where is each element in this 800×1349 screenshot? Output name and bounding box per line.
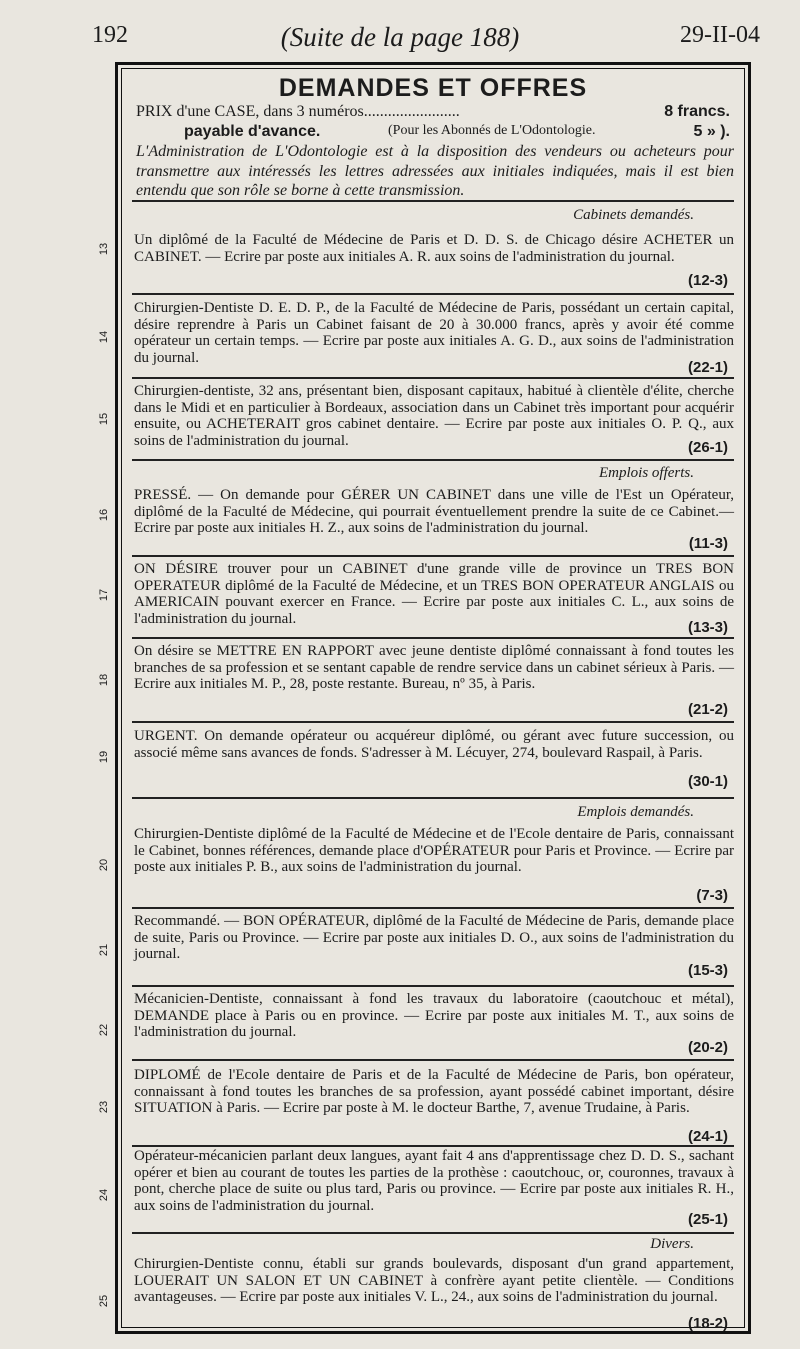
- payable-note: payable d'avance.: [184, 123, 321, 140]
- ad-number: 13: [98, 242, 110, 256]
- ad-number: 25: [98, 1294, 110, 1308]
- page-number: 192: [92, 22, 128, 48]
- page-header: [0, 22, 800, 56]
- ad-19: [134, 728, 734, 761]
- ad-ref: (11-3): [688, 535, 728, 552]
- divider: [132, 1232, 734, 1234]
- ad-text: On désire se METTRE EN RAPPORT avec jeune dentiste diplômé connaissant à fond toutes les branches de sa profession et se sentant capable de rendre service dans un cabinet sérieux à Paris. — Ecrire aux initiales M. P., 28, poste restante. Bureau, nº 35, à Paris.: [134, 643, 734, 693]
- section-title: DEMANDES ET OFFRES: [278, 74, 588, 102]
- heading-emplois-offerts: Emplois offerts.: [598, 465, 694, 481]
- ad-number: 17: [98, 588, 110, 602]
- ad-number: 20: [98, 858, 110, 872]
- divider: [132, 555, 734, 557]
- ad-text: Chirurgien-Dentiste connu, établi sur grands boulevards, disposant d'un grand appartement, LOUERAIT UN SALON ET UN CABINET à confrère ayant petite clientèle. — Conditions avantageuses. — Ecrire par poste aux initiales V. L., 24., aux soins de l'administration du journal.: [134, 1256, 734, 1306]
- ad-text: Mécanicien-Dentiste, connaissant à fond les travaux du laboratoire (caoutchouc et métal), DEMANDE place à Paris ou en province. — Ecrire par poste aux initiales M. T., aux soins de l'administration du journal.: [134, 991, 734, 1041]
- divider: [132, 721, 734, 723]
- ad-ref: (18-2): [687, 1315, 728, 1332]
- ad-text: Chirurgien-Dentiste diplômé de la Faculté de Médecine et de l'Ecole dentaire de Paris, connaissant le Cabinet, bonnes références, demande place d'OPÉRATEUR pour Paris et Province. — Ecrire par poste aux initiales P. B., aux soins de l'administration du journal.: [134, 826, 734, 876]
- ad-number: 19: [98, 750, 110, 764]
- ad-24: [134, 1148, 734, 1214]
- subscriber-price: 5 » ).: [693, 123, 730, 140]
- divider: [132, 1059, 734, 1061]
- ad-ref: (26-1): [687, 439, 728, 456]
- ad-text: Chirurgien-Dentiste D. E. D. P., de la Faculté de Médecine de Paris, possédant un certain capital, désire reprendre à Paris un Cabinet faisant de 20 à 30.000 francs, après y avoir été comme opérateur un certain temps. — Ecrire par poste aux initiales A. G. D., aux soins de l'administration du journal.: [134, 300, 734, 366]
- classifieds-inner: [98, 68, 745, 1332]
- ad-13: [134, 232, 734, 265]
- ad-text: Un diplômé de la Faculté de Médecine de Paris et D. D. S. de Chicago désire ACHETER un CABINET. — Ecrire par poste aux initiales A. R. aux soins de l'administration du journal.: [134, 232, 734, 265]
- ad-number: 22: [98, 1023, 110, 1037]
- ad-ref: (13-3): [687, 619, 728, 636]
- ad-text: Chirurgien-dentiste, 32 ans, présentant bien, disposant capitaux, habitué à clientèle d'élite, cherche dans le Midi et en particulier à Bordeaux, association dans un Cabinet très important pour acquérir ensuite, ou ACHETERAIT gros cabinet dentaire. — Ecrire par poste aux initiales O. P. Q., aux soins de l'administration du journal.: [134, 383, 734, 449]
- ad-22: [134, 991, 734, 1041]
- ad-number: 16: [98, 508, 110, 522]
- price-value: 8 francs.: [664, 103, 730, 120]
- ad-ref: (24-1): [687, 1128, 728, 1145]
- ad-15: [134, 383, 734, 449]
- price-label: PRIX d'une CASE, dans 3 numéros........................: [136, 103, 460, 120]
- divider: [132, 293, 734, 295]
- subscriber-note: (Pour les Abonnés de L'Odontologie.: [388, 123, 596, 138]
- divider: [132, 797, 734, 799]
- divider: [132, 907, 734, 909]
- issue-date: 29-II-04: [680, 22, 760, 48]
- ad-14: [134, 300, 734, 366]
- heading-divers: Divers.: [650, 1236, 694, 1252]
- ad-text: URGENT. On demande opérateur ou acquéreur diplômé, ou gérant avec future succession, ou associé même sans avances de fonds. S'adresser à M. Lécuyer, 274, boulevard Raspail, à Paris.: [134, 728, 734, 761]
- ad-20: [134, 826, 734, 876]
- ad-ref: (15-3): [687, 962, 728, 979]
- ad-18: [134, 643, 734, 693]
- ad-text: ON DÉSIRE trouver pour un CABINET d'une grande ville de province un TRES BON OPERATEUR diplômé de la Faculté de Médecine, et un TRES BON OPERATEUR ANGLAIS ou AMERICAIN pouvant exercer en France. — Ecrire par poste aux initiales C. L., aux soins de l'administration du journal.: [134, 561, 734, 627]
- ad-ref: (7-3): [696, 887, 728, 904]
- ad-text: DIPLOMÉ de l'Ecole dentaire de Paris et de la Faculté de Médecine de Paris, bon opérateur, connaissant à fond toutes les branches de sa profession, ayant possédé cabinet important, désire SITUATION à Paris. — Ecrire par poste à M. le docteur Barthe, 7, avenue Trudaine, à Paris.: [134, 1067, 734, 1117]
- ad-text: Recommandé. — BON OPÉRATEUR, diplômé de la Faculté de Médecine de Paris, demande place de suite, Paris ou Province. — Ecrire par poste aux initiales D. O., aux soins de l'administration du journal.: [134, 913, 734, 963]
- classifieds-frame: [98, 62, 751, 1334]
- divider: [132, 459, 734, 461]
- ad-number: 24: [98, 1188, 110, 1202]
- ad-text: PRESSÉ. — On demande pour GÉRER UN CABINET dans une ville de l'Est un Opérateur, diplômé de la Faculté de Médecine, qui pourrait éventuellement prendre la suite de ce Cabinet.— Ecrire par poste aux initiales H. Z., aux soins de l'administration du journal.: [134, 487, 734, 537]
- ad-number: 23: [98, 1100, 110, 1114]
- divider: [132, 377, 734, 379]
- ad-23: [134, 1067, 734, 1117]
- continuation-note: (Suite de la page 188): [280, 22, 520, 52]
- ad-ref: (22-1): [687, 359, 728, 376]
- divider: [132, 200, 734, 202]
- heading-cabinets: Cabinets demandés.: [573, 207, 694, 223]
- heading-emplois-demandes: Emplois demandés.: [577, 804, 694, 820]
- ad-16: [134, 487, 734, 537]
- ad-number: 21: [98, 943, 110, 957]
- ad-number: 18: [98, 673, 110, 687]
- ad-17: [134, 561, 734, 627]
- ad-ref: (25-1): [687, 1211, 728, 1228]
- ad-ref: (20-2): [687, 1039, 728, 1056]
- divider: [132, 985, 734, 987]
- ad-21: [134, 913, 734, 963]
- ad-ref: (30-1): [687, 773, 728, 790]
- ad-text: Opérateur-mécanicien parlant deux langues, ayant fait 4 ans d'apprentissage chez D. D. S., sachant opérer et bien au courant de toutes les parties de la prothèse : caoutchouc, or, couronnes, travaux à pont, cherche place de suite ou plus tard, Paris ou province. — Ecrire par poste aux initiales R. H., aux soins de l'administration du journal.: [134, 1148, 734, 1214]
- ad-ref: (21-2): [687, 701, 728, 718]
- ad-25: [134, 1256, 734, 1306]
- ad-number: 14: [98, 330, 110, 344]
- divider: [132, 637, 734, 639]
- intro-paragraph: L'Administration de L'Odontologie est à la disposition des vendeurs ou acheteurs pour transmettre aux intéressés les lettres adressées aux initiales indiquées, mais il est bien entendu que son rôle se borne à cette transmission.: [136, 143, 734, 199]
- divider: [132, 1145, 734, 1147]
- ad-number: 15: [98, 412, 110, 426]
- ad-ref: (12-3): [687, 272, 728, 289]
